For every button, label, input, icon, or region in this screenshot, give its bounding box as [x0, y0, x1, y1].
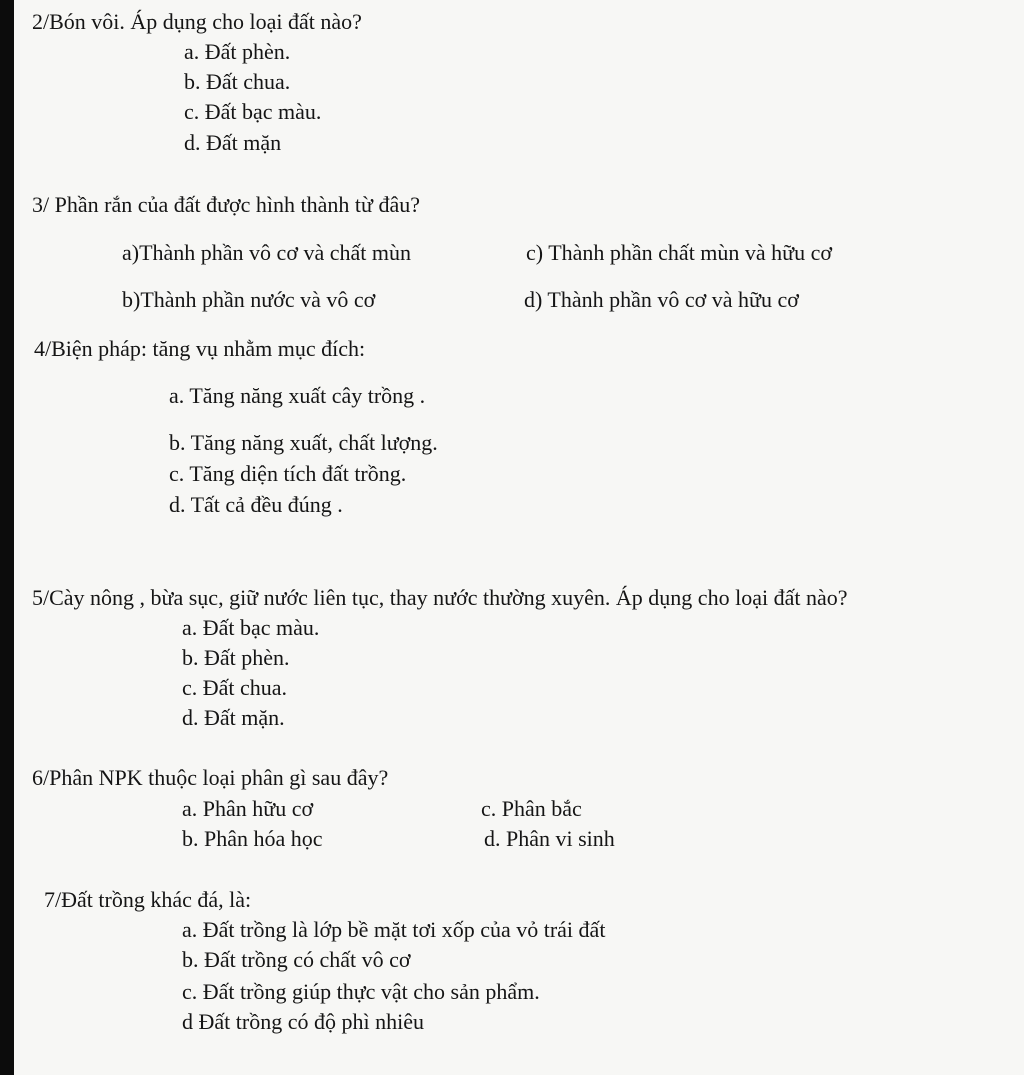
q7-prompt: 7/Đất trồng khác đá, là:: [44, 887, 252, 912]
q3-option-c: c) Thành phần chất mùn và hữu cơ: [526, 240, 833, 265]
q5-option-b: b. Đất phèn.: [182, 645, 290, 670]
q4-option-b: b. Tăng năng xuất, chất lượng.: [169, 430, 438, 455]
q3-option-b: b)Thành phần nước và vô cơ: [122, 287, 376, 312]
q6-option-c: c. Phân bắc: [481, 796, 582, 821]
q4-option-d: d. Tất cả đều đúng .: [169, 492, 343, 517]
q2-option-b: b. Đất chua.: [184, 69, 291, 94]
q3-prompt: 3/ Phần rắn của đất được hình thành từ đâu?: [32, 192, 420, 217]
q7-option-d: d Đất trồng có độ phì nhiêu: [182, 1009, 424, 1034]
q7-option-c: c. Đất trồng giúp thực vật cho sản phẩm.: [182, 979, 540, 1004]
q4-option-c: c. Tăng diện tích đất trồng.: [169, 461, 407, 486]
q5-option-a: a. Đất bạc màu.: [182, 615, 320, 640]
q4-option-a: a. Tăng năng xuất cây trồng .: [169, 383, 426, 408]
q5-option-c: c. Đất chua.: [182, 675, 288, 700]
q3-option-a: a)Thành phần vô cơ và chất mùn: [122, 240, 411, 265]
q5-option-d: d. Đất mặn.: [182, 705, 285, 730]
q7-option-a: a. Đất trồng là lớp bề mặt tơi xốp của vỏ trái đất: [182, 917, 606, 942]
q4-prompt: 4/Biện pháp: tăng vụ nhằm mục đích:: [34, 336, 366, 361]
q6-prompt: 6/Phân NPK thuộc loại phân gì sau đây?: [32, 765, 389, 790]
q7-option-b: b. Đất trồng có chất vô cơ: [182, 947, 411, 972]
q6-option-d: d. Phân vi sinh: [484, 826, 615, 851]
q2-prompt: 2/Bón vôi. Áp dụng cho loại đất nào?: [32, 9, 362, 34]
q6-option-a: a. Phân hữu cơ: [182, 796, 314, 821]
q2-option-c: c. Đất bạc màu.: [184, 99, 322, 124]
q3-option-d: d) Thành phần vô cơ và hữu cơ: [524, 287, 799, 312]
q2-option-a: a. Đất phèn.: [184, 39, 291, 64]
q6-option-b: b. Phân hóa học: [182, 826, 323, 851]
q2-option-d: d. Đất mặn: [184, 130, 282, 155]
q5-prompt: 5/Cày nông , bừa sục, giữ nước liên tục, thay nước thường xuyên. Áp dụng cho loại đất nào?: [32, 585, 848, 610]
left-edge-shadow: [0, 0, 14, 1075]
